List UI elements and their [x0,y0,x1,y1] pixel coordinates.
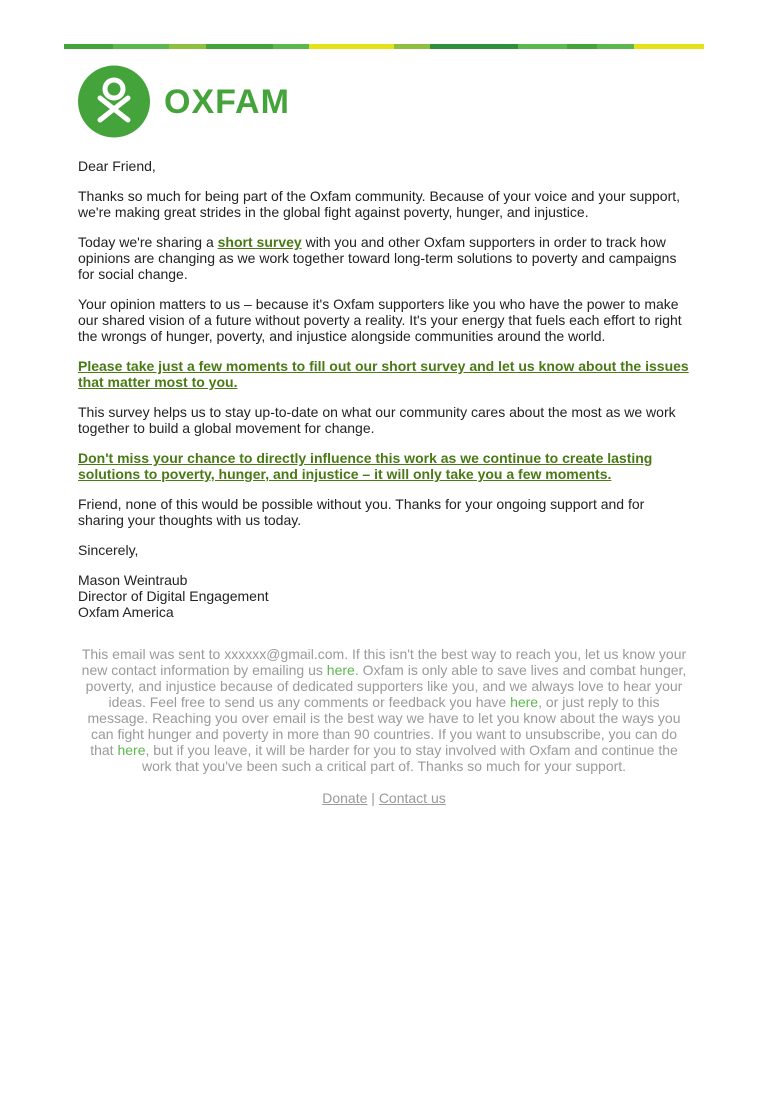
influence-cta-link[interactable]: Don't miss your chance to directly influence this work as we continue to create lasting solutions to poverty, hunger, and injustice – it will only take you a few moments. [78,450,653,482]
stripe-segment [273,44,310,49]
greeting: Dear Friend, [78,158,156,174]
stripe-segment [597,44,634,49]
stripe-segment [430,44,518,49]
paragraph-survey-purpose: This survey helps us to stay up-to-date on what our community cares about the most as we work together to build a global movement for change. [78,404,676,436]
stripe-segment [518,44,567,49]
closing: Sincerely, [78,542,139,558]
oxfam-wordmark: OXFAM [164,82,290,121]
survey-cta-paragraph [78,358,690,390]
stripe-segment [309,44,393,49]
footer-separator: | [371,790,375,806]
footer-links [64,790,704,806]
donate-link[interactable]: Donate [322,790,368,806]
stripe-segment [169,44,206,49]
oxfam-figure-icon [78,65,150,138]
paragraph-opinion: Your opinion matters to us – because it's Oxfam supporters like you who have the power to make our shared vision of a future without poverty a reality. It's your energy that fuels each effort to right the wrongs of hunger, poverty, and injustice alongside communities around the world. [78,296,682,344]
stripe-segment [634,44,704,49]
stripe-segment [567,44,597,49]
contact-email-link[interactable]: here [326,662,355,678]
stripe-segment [394,44,431,49]
letter-body [64,138,704,620]
short-survey-link[interactable]: short survey [217,234,302,250]
footer-notice: This email was sent to xxxxxx@gmail.com. If this isn't the best way to reach you, let us know your new contact information by emailing us here. Oxfam is only able to save lives and combat hunger, poverty, and injustice because of dedicated supporters like you, and we always love to hear your ideas. Feel free to send us any comments or feedback you have here, or just reply to this message. Reaching you over email is the best way we have to let you know about the ways you can fight hunger and poverty in more than 90 countries. If you want to unsubscribe, you can do that here, but if you leave, it will be harder for you to stay involved with Oxfam and continue the work that you've been such a critical part of. Thanks so much for your support. [81,646,687,774]
influence-cta-paragraph [78,450,690,482]
signer-org: Oxfam America [78,604,174,620]
oxfam-logo[interactable] [78,65,704,138]
unsubscribe-link[interactable]: here [117,742,146,758]
signer-name: Mason Weintraub [78,572,188,588]
color-stripe-header [64,44,704,49]
stripe-segment [64,44,113,49]
stripe-segment [113,44,169,49]
survey-cta-link[interactable]: Please take just a few moments to fill out our short survey and let us know about the issues that matter most to you. [78,358,689,390]
paragraph-survey: Today we're sharing a short survey with you and other Oxfam supporters in order to track how opinions are changing as we work together toward long-term solutions to poverty and campaigns for social change. [78,234,677,282]
signer-title: Director of Digital Engagement [78,588,269,604]
paragraph-intro: Thanks so much for being part of the Oxfam community. Because of your voice and your support, we're making great strides in the global fight against poverty, hunger, and injustice. [78,188,681,220]
contact-us-link[interactable]: Contact us [378,790,446,806]
email-container [64,0,704,806]
feedback-link[interactable]: here [510,694,539,710]
paragraph-thanks: Friend, none of this would be possible without you. Thanks for your ongoing support and for sharing your thoughts with us today. [78,496,645,528]
stripe-segment [206,44,273,49]
